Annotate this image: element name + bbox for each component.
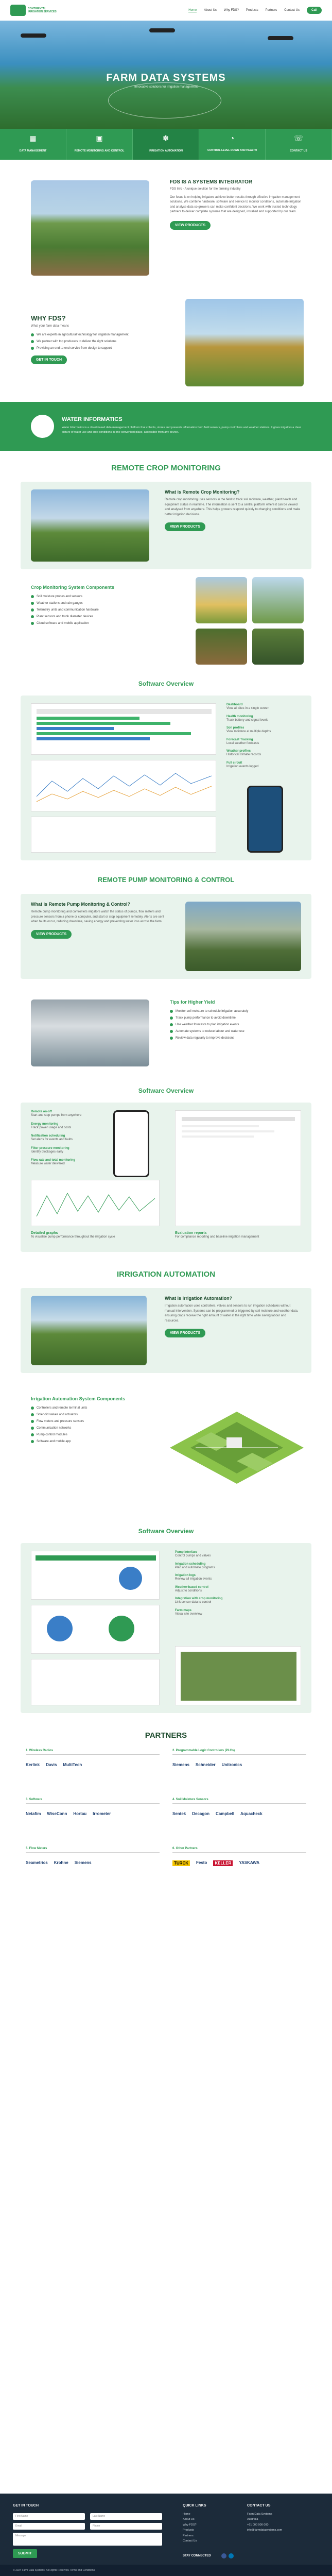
why-subheading: What your farm data means bbox=[31, 325, 69, 328]
partner-logo[interactable]: Kerlink bbox=[26, 1762, 40, 1767]
social-icons bbox=[221, 2553, 234, 2558]
why-section: WHY FDS? What your farm data means We are experts in agricultural technology for irrigation management We partner with top producers to deliver the right solutions Providing an end-to-end service from design to support GET IN TOUCH bbox=[0, 294, 332, 397]
tree-sensor-photo bbox=[196, 629, 247, 665]
phone-icon: ☏ bbox=[294, 134, 303, 142]
orchard-photo bbox=[31, 180, 149, 276]
partner-logo[interactable]: Sentek bbox=[172, 1811, 186, 1816]
partner-logo[interactable]: Irrometer bbox=[93, 1811, 111, 1816]
crop-title: REMOTE CROP MONITORING bbox=[111, 464, 221, 472]
partner-logo[interactable]: Netafim bbox=[26, 1811, 41, 1816]
feature-title: Soil profiles bbox=[226, 726, 244, 730]
check-icon bbox=[31, 1433, 34, 1436]
pump-app-screenshot bbox=[113, 1110, 149, 1177]
about-subheading: FDS Info - A unique solution for the farming industry bbox=[170, 188, 241, 191]
partner-logo[interactable]: Unitronics bbox=[221, 1762, 242, 1767]
stay-connected-heading: STAY CONNECTED bbox=[183, 2554, 211, 2557]
message-field[interactable]: Message bbox=[13, 2533, 162, 2546]
partner-logo[interactable]: MultiTech bbox=[63, 1762, 82, 1767]
call-button[interactable]: Call bbox=[307, 7, 322, 14]
hero-banner bbox=[0, 21, 332, 129]
pivot-photo bbox=[31, 1296, 147, 1365]
automation-components: Irrigation Automation System Components Controllers and remote terminal units Solenoid valves and actuators Flow meters and pressure sensors Communication networks Pump control modules Software and mobile app bbox=[0, 1386, 332, 1515]
quick-links-heading: QUICK LINKS bbox=[183, 2504, 206, 2507]
why-heading: WHY FDS? bbox=[31, 314, 66, 322]
check-icon bbox=[31, 602, 34, 605]
feature-title: Notification scheduling bbox=[31, 1134, 65, 1138]
footer-link[interactable]: Partners bbox=[183, 2534, 194, 2537]
partner-logo[interactable]: Schneider bbox=[195, 1762, 216, 1767]
partner-logo[interactable]: Davis bbox=[46, 1762, 57, 1767]
partner-logo[interactable]: Hortau bbox=[73, 1811, 87, 1816]
sprinkler-icon: ✽ bbox=[163, 134, 169, 142]
partner-logo[interactable]: Campbell bbox=[216, 1811, 235, 1816]
nav-contact[interactable]: Contact Us bbox=[284, 9, 300, 12]
footer-link[interactable]: Why FDS? bbox=[183, 2523, 197, 2527]
submit-button[interactable]: SUBMIT bbox=[13, 2549, 37, 2558]
nav-products[interactable]: Products bbox=[246, 9, 258, 12]
check-icon bbox=[31, 1420, 34, 1423]
check-icon bbox=[170, 1023, 173, 1026]
feature-title: Forecast Tracking bbox=[226, 738, 253, 741]
partner-logo[interactable]: Siemens bbox=[172, 1762, 189, 1767]
feature-remote-monitoring[interactable]: ▣ REMOTE MONITORING AND CONTROL bbox=[66, 129, 133, 160]
check-icon bbox=[31, 1406, 34, 1410]
crop-components-heading: Crop Monitoring System Components bbox=[31, 585, 114, 590]
hero-subtitle: Innovative solutions for irrigation management bbox=[134, 86, 198, 89]
partner-logo[interactable]: KELLER bbox=[213, 1860, 233, 1866]
header bbox=[0, 0, 332, 21]
footer-bottom-bar bbox=[0, 2565, 332, 2576]
pump-photo bbox=[185, 902, 301, 971]
check-icon bbox=[170, 1010, 173, 1013]
dashboard-screenshot bbox=[31, 703, 216, 755]
pump-heading: What is Remote Pump Monitoring & Control? bbox=[31, 902, 130, 907]
feature-title: Integration with crop monitoring bbox=[175, 1597, 223, 1601]
feature-title: Weather profiles bbox=[226, 750, 251, 753]
crop-heading: What is Remote Crop Monitoring? bbox=[165, 489, 240, 495]
mobile-app-screenshot bbox=[247, 786, 283, 853]
phone-link[interactable]: +61 000 000 000 bbox=[247, 2523, 269, 2527]
drone-image bbox=[149, 28, 175, 32]
software-overview-title: Software Overview bbox=[138, 1528, 194, 1535]
automation-heading: What is Irrigation Automation? bbox=[165, 1296, 233, 1301]
feature-title: Remote on-off bbox=[31, 1110, 52, 1113]
partner-logo[interactable]: TURCK bbox=[172, 1860, 190, 1866]
footer-link[interactable]: Contact Us bbox=[183, 2539, 197, 2543]
partners-title: PARTNERS bbox=[145, 1731, 187, 1740]
automation-intro bbox=[21, 1288, 311, 1373]
check-icon bbox=[170, 1037, 173, 1040]
control-box-photo bbox=[31, 999, 149, 1066]
footer-link[interactable]: About Us bbox=[183, 2518, 195, 2521]
partner-group: 2. Programmable Logic Controllers (PLCs) Siemens Schneider Unitronics bbox=[172, 1749, 306, 1788]
caption-title: Detailed graphs bbox=[31, 1231, 58, 1235]
check-icon bbox=[31, 340, 34, 343]
feature-title: Dashboard bbox=[226, 703, 243, 706]
pump-body: Remote pump monitoring and control lets irrigators watch the status of pumps, flow meters and pressure sensors from a phone or computer, and start or stop equipment remotely. Alerts are sent when faults occur, reducing downtime, saving energy and preventing water loss across the farm. bbox=[31, 910, 164, 924]
feature-irrigation-automation[interactable]: ✽ IRRIGATION AUTOMATION bbox=[133, 129, 199, 160]
sensor-photo bbox=[31, 489, 149, 562]
software-overview-3: Pump Interface Control pumps and valves Irrigation scheduling Plan and automate programs Irrigation logs Review all irrigation events Weather-based control Adjust to conditions Integration with crop monitoring Link sensor data to control Farm maps Visual site overview bbox=[21, 1543, 311, 1713]
check-icon bbox=[31, 615, 34, 618]
probe-photo bbox=[196, 577, 247, 623]
chart-screenshot bbox=[31, 760, 216, 811]
feature-title: Flow rate and total monitoring bbox=[31, 1159, 75, 1162]
feature-title: Health monitoring bbox=[226, 715, 253, 718]
gauge-icon: ◔ bbox=[230, 134, 235, 142]
crop-intro bbox=[21, 482, 311, 569]
about-section bbox=[0, 165, 332, 289]
nav-about[interactable]: About Us bbox=[204, 9, 217, 12]
about-body: Our focus is on helping irrigators achieve better results through effective irrigation management solutions. We combine hardware, software and service to monitor conditions, automate irrigation and analyse data so growers can make confident decisions. We work with trusted technology partners to deliver complete systems that are designed, installed and supported by our team. bbox=[170, 195, 302, 214]
view-products-button[interactable]: VIEW PRODUCTS bbox=[31, 930, 72, 939]
check-icon bbox=[31, 1413, 34, 1416]
telemetry-photo bbox=[252, 629, 304, 665]
pump-graph bbox=[31, 1180, 160, 1227]
feature-title: Pump Interface bbox=[175, 1551, 198, 1554]
about-heading: FDS IS A SYSTEMS INTEGRATOR bbox=[170, 179, 253, 185]
footer-link[interactable]: Products bbox=[183, 2529, 194, 2532]
feature-strip bbox=[0, 129, 332, 160]
hero-title: FARM DATA SYSTEMS bbox=[106, 72, 226, 83]
check-icon bbox=[170, 1016, 173, 1020]
graph-screenshot bbox=[31, 1180, 160, 1226]
footer bbox=[0, 2494, 332, 2576]
automation-dashboard-2 bbox=[31, 1605, 160, 1654]
report-screenshot bbox=[175, 1110, 301, 1226]
partner-logo[interactable]: Decagon bbox=[192, 1811, 210, 1816]
nav-partners[interactable]: Partners bbox=[265, 9, 277, 12]
partner-logo[interactable]: Festo bbox=[196, 1860, 207, 1865]
partner-group: 4. Soil Moisture Sensors Sentek Decagon Campbell Aquacheck bbox=[172, 1798, 306, 1837]
feature-contact[interactable]: ☏ CONTACT US bbox=[266, 129, 332, 160]
check-icon bbox=[31, 608, 34, 612]
drone-image bbox=[21, 33, 46, 38]
logo[interactable]: CONTINENTAL IRRIGATION SERVICES bbox=[10, 5, 59, 16]
contact-info: Farm Data Systems Australia +61 000 000 000 info@farmdatasystems.com bbox=[247, 2512, 282, 2533]
farm-illustration bbox=[165, 1391, 309, 1510]
feature-title: Full circuit bbox=[226, 761, 242, 765]
main-nav bbox=[188, 7, 322, 14]
partners-grid bbox=[26, 1749, 306, 1888]
check-icon bbox=[170, 1030, 173, 1033]
view-products-button[interactable]: VIEW PRODUCTS bbox=[165, 1329, 205, 1337]
moisture-graph bbox=[31, 760, 217, 812]
partner-group: 5. Flow Meters Seametrics Krohne Siemens bbox=[26, 1847, 160, 1886]
crop-body: Remote crop monitoring uses sensors in the field to track soil moisture, weather, plant health and equipment status in real time. The information is sent to a central platform where it can be viewed and analysed from anywhere. This helps growers respond quickly to changing conditions and make better irrigation decisions. bbox=[165, 498, 301, 516]
water-logo bbox=[31, 415, 54, 438]
nav-why[interactable]: Why FDS? bbox=[223, 9, 239, 12]
crop-components: Crop Monitoring System Components Soil moisture probes and sensors Weather stations and rain gauges Telemetry units and communication hardware Plant sensors and trunk diameter devices Cloud software and mobile application bbox=[0, 577, 332, 665]
automation-components-heading: Irrigation Automation System Components bbox=[31, 1396, 126, 1401]
partner-logo[interactable]: YASKAWA bbox=[239, 1860, 260, 1865]
feature-title: Irrigation logs bbox=[175, 1574, 196, 1578]
feature-title: Weather-based control bbox=[175, 1585, 208, 1589]
station-photo bbox=[252, 577, 304, 623]
field-photo bbox=[185, 299, 304, 386]
automation-map bbox=[175, 1646, 301, 1705]
tips-heading: Tips for Higher Yield bbox=[170, 999, 215, 1005]
feature-title: Filter pressure monitoring bbox=[31, 1146, 69, 1150]
logo-icon bbox=[10, 5, 26, 16]
software-overview-2: Remote on-off Start and stop pumps from anywhere Energy monitoring Track power usage and costs Notification scheduling Set alerts for events and faults Filter pressure monitoring Identify blockages early Flow rate and total monitoring Measure water delivered Detailed graphs To visualise pump performance throughout the irrigation cycle Evaluation reports For compliance reporting and baseline irrigation management bbox=[21, 1103, 311, 1252]
nav-home[interactable]: Home bbox=[188, 8, 197, 12]
software-overview-title: Software Overview bbox=[138, 1087, 194, 1094]
contact-heading: CONTACT US bbox=[247, 2504, 271, 2507]
monitor-icon: ▣ bbox=[96, 134, 103, 142]
phone-field[interactable]: Phone bbox=[90, 2523, 162, 2530]
footer-get-in-touch: GET IN TOUCH bbox=[13, 2504, 39, 2507]
view-products-button[interactable]: VIEW PRODUCTS bbox=[170, 221, 211, 230]
software-overview-1: Dashboard View all sites in a single screen Health monitoring Track battery and signal levels Soil profiles View moisture at multiple depths Forecast Tracking Local weather forecasts Weather profiles Historical climate records Full circuit Irrigation events logged bbox=[21, 696, 311, 860]
water-title: WATER INFORMATICS bbox=[62, 416, 123, 422]
partner-group: 1. Wireless Radios Kerlink Davis MultiTech bbox=[26, 1749, 160, 1788]
check-icon bbox=[31, 622, 34, 625]
water-informatics-banner bbox=[0, 402, 332, 451]
software-overview-title: Software Overview bbox=[138, 680, 194, 687]
facebook-icon[interactable] bbox=[221, 2553, 226, 2558]
water-body: Water Informatics is a cloud-based data management platform that collects, stores and presents information from field sensors, pump controllers and weather stations. It gives irrigators a clear picture of water use and crop conditions in one convenient place, accessible from any device. bbox=[62, 426, 301, 434]
partner-logo[interactable]: Seametrics bbox=[26, 1860, 48, 1865]
first-name-field[interactable]: First Name bbox=[13, 2513, 85, 2520]
feature-title: Energy monitoring bbox=[31, 1122, 59, 1126]
drone-image bbox=[268, 36, 293, 40]
check-icon bbox=[31, 595, 34, 598]
check-icon bbox=[31, 333, 34, 336]
tips-section: Tips for Higher Yield Monitor soil moisture to schedule irrigation accurately Track pump performance to avoid downtime Use weather forecasts to plan irrigation events Automate systems to reduce labour and water use Review data regularly to improve decisions bbox=[0, 994, 332, 1072]
email-field[interactable]: Email bbox=[13, 2523, 85, 2530]
feature-control-level[interactable]: ◔ CONTROL LEVEL DOWN AND HEALTH bbox=[199, 129, 266, 160]
partner-logo[interactable]: Aquacheck bbox=[240, 1811, 263, 1816]
partner-group: 3. Software Netafim WiseConn Hortau Irrometer bbox=[26, 1798, 160, 1837]
feature-data-management[interactable]: ▦ DATA MANAGEMENT bbox=[0, 129, 66, 160]
caption-title: Evaluation reports bbox=[175, 1231, 207, 1235]
check-icon bbox=[31, 347, 34, 350]
pump-intro bbox=[21, 894, 311, 979]
partner-group: 6. Other Partners TURCK Festo KELLER YASKAWA bbox=[172, 1847, 306, 1886]
copyright: © 2024 Farm Data Systems. All Rights Reserved. Terms and Conditions bbox=[13, 2569, 95, 2572]
isometric-farm bbox=[165, 1391, 309, 1510]
pump-title: REMOTE PUMP MONITORING & CONTROL bbox=[97, 876, 235, 884]
partner-logo[interactable]: Krohne bbox=[54, 1860, 68, 1865]
data-table-screenshot bbox=[31, 817, 216, 853]
automation-body: Irrigation automation uses controllers, valves and sensors to run irrigation schedules without manual intervention. Systems can be programmed or triggered by soil moisture and weather data, ensuring crops receive the right amount of water at the right time while saving labour and resources. bbox=[165, 1304, 299, 1323]
check-icon bbox=[31, 1427, 34, 1430]
partner-logo[interactable]: WiseConn bbox=[47, 1811, 67, 1816]
get-in-touch-button[interactable]: GET IN TOUCH bbox=[31, 355, 67, 364]
automation-dashboard-1 bbox=[31, 1551, 160, 1600]
email-link[interactable]: info@farmdatasystems.com bbox=[247, 2529, 283, 2532]
automation-table bbox=[31, 1659, 160, 1705]
feature-title: Irrigation scheduling bbox=[175, 1562, 206, 1566]
partner-logo[interactable]: Siemens bbox=[74, 1860, 92, 1865]
linkedin-icon[interactable] bbox=[229, 2553, 234, 2558]
automation-title: IRRIGATION AUTOMATION bbox=[116, 1270, 216, 1279]
footer-link[interactable]: Home bbox=[183, 2513, 190, 2516]
database-icon: ▦ bbox=[29, 134, 37, 142]
last-name-field[interactable]: Last Name bbox=[90, 2513, 162, 2520]
quick-links bbox=[183, 2512, 197, 2544]
check-icon bbox=[31, 1440, 34, 1443]
view-products-button[interactable]: VIEW PRODUCTS bbox=[165, 522, 205, 531]
feature-title: Farm maps bbox=[175, 1608, 192, 1612]
